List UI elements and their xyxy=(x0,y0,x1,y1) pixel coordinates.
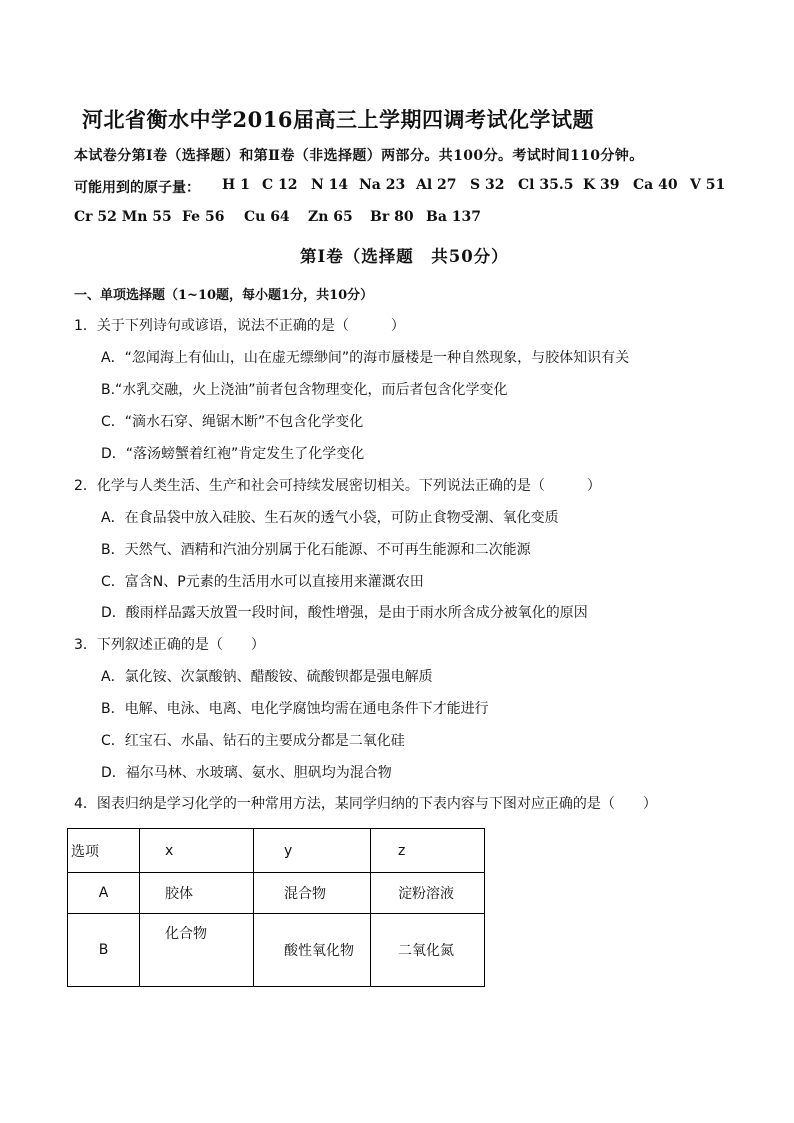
table-cell: 胶体 xyxy=(140,873,254,914)
question-stem: 1．关于下列诗句或谚语，说法不正确的是（ ） xyxy=(74,318,405,334)
table-cell: B xyxy=(68,914,140,987)
table-cell: 化合物 xyxy=(140,914,254,987)
question-option: A．“忽闻海上有仙山，山在虚无缥缈间”的海市蜃楼是一种自然现象，与胶体知识有关 xyxy=(101,350,630,366)
table-cell: A xyxy=(68,873,140,914)
atomic-mass-item: Zn 65 xyxy=(308,209,353,225)
atomic-mass-label: 可能用到的原子量： xyxy=(74,180,200,196)
question-option: A．氯化铵、次氯酸钠、醋酸铵、硫酸钡都是强电解质 xyxy=(101,669,433,685)
answer-table xyxy=(67,828,485,987)
atomic-mass-item: K 39 xyxy=(583,177,620,193)
atomic-mass-item: Br 80 xyxy=(370,209,414,225)
question-stem: 4．图表归纳是学习化学的一种常用方法，某同学归纳的下表内容与下图对应正确的是（ ） xyxy=(74,796,657,812)
atomic-mass-item: Cu 64 xyxy=(244,209,290,225)
question-option: D．“落汤螃蟹着红袍”肯定发生了化学变化 xyxy=(101,446,365,462)
atomic-mass-item: Fe 56 xyxy=(182,209,225,225)
atomic-mass-item: H 1 xyxy=(222,177,250,193)
table-cell: 二氧化氮 xyxy=(371,914,485,987)
question-stem: 2．化学与人类生活、生产和社会可持续发展密切相关。下列说法正确的是（ ） xyxy=(74,478,601,494)
atomic-mass-item: C 12 xyxy=(262,177,298,193)
question-option: B．天然气、酒精和汽油分别属于化石能源、不可再生能源和二次能源 xyxy=(101,542,531,558)
table-header-cell: z xyxy=(371,829,485,873)
question-stem: 3．下列叙述正确的是（ ） xyxy=(74,637,265,653)
exam-intro: 本试卷分第Ⅰ卷（选择题）和第Ⅱ卷（非选择题）两部分。共100分。考试时间110分钟。 xyxy=(74,148,644,164)
table-cell: 淀粉溶液 xyxy=(371,873,485,914)
question-option: D．福尔马林、水玻璃、氨水、胆矾均为混合物 xyxy=(101,765,392,781)
question-option: A．在食品袋中放入硅胶、生石灰的透气小袋，可防止食物受潮、氧化变质 xyxy=(101,510,559,526)
table-header-cell: y xyxy=(254,829,371,873)
question-option: C．红宝石、水晶、钻石的主要成分都是二氧化硅 xyxy=(101,733,405,749)
question-option: C．富含N、P元素的生活用水可以直接用来灌溉农田 xyxy=(101,574,424,590)
section-title: 第Ⅰ卷（选择题 共50分） xyxy=(300,247,509,266)
table-header-cell: 选项 xyxy=(68,829,140,873)
atomic-mass-item: Al 27 xyxy=(416,177,457,193)
atomic-mass-item: S 32 xyxy=(470,177,505,193)
table-header-cell: x xyxy=(140,829,254,873)
table-cell: 酸性氧化物 xyxy=(254,914,371,987)
page-title: 河北省衡水中学2016届高三上学期四调考试化学试题 xyxy=(82,107,594,132)
question-option: D．酸雨样品露天放置一段时间，酸性增强，是由于雨水所含成分被氧化的原因 xyxy=(101,605,588,621)
question-option: C．“滴水石穿、绳锯木断”不包含化学变化 xyxy=(101,414,364,430)
table-row xyxy=(68,873,485,914)
atomic-mass-item: Cl 35.5 xyxy=(518,177,574,193)
atomic-mass-item: Ca 40 xyxy=(633,177,678,193)
atomic-mass-item: V 51 xyxy=(690,177,726,193)
question-option: B.“水乳交融，火上浇油”前者包含物理变化，而后者包含化学变化 xyxy=(101,382,508,398)
table-cell: 混合物 xyxy=(254,873,371,914)
atomic-mass-item: Cr 52 Mn 55 xyxy=(74,209,172,225)
atomic-mass-item: Ba 137 xyxy=(426,209,482,225)
table-row xyxy=(68,914,485,987)
question-option: B．电解、电泳、电离、电化学腐蚀均需在通电条件下才能进行 xyxy=(101,701,489,717)
table-header-row xyxy=(68,829,485,873)
atomic-mass-item: Na 23 xyxy=(359,177,406,193)
atomic-mass-item: N 14 xyxy=(311,177,349,193)
part-heading: 一、单项选择题（1~10题，每小题1分，共10分） xyxy=(74,288,374,303)
